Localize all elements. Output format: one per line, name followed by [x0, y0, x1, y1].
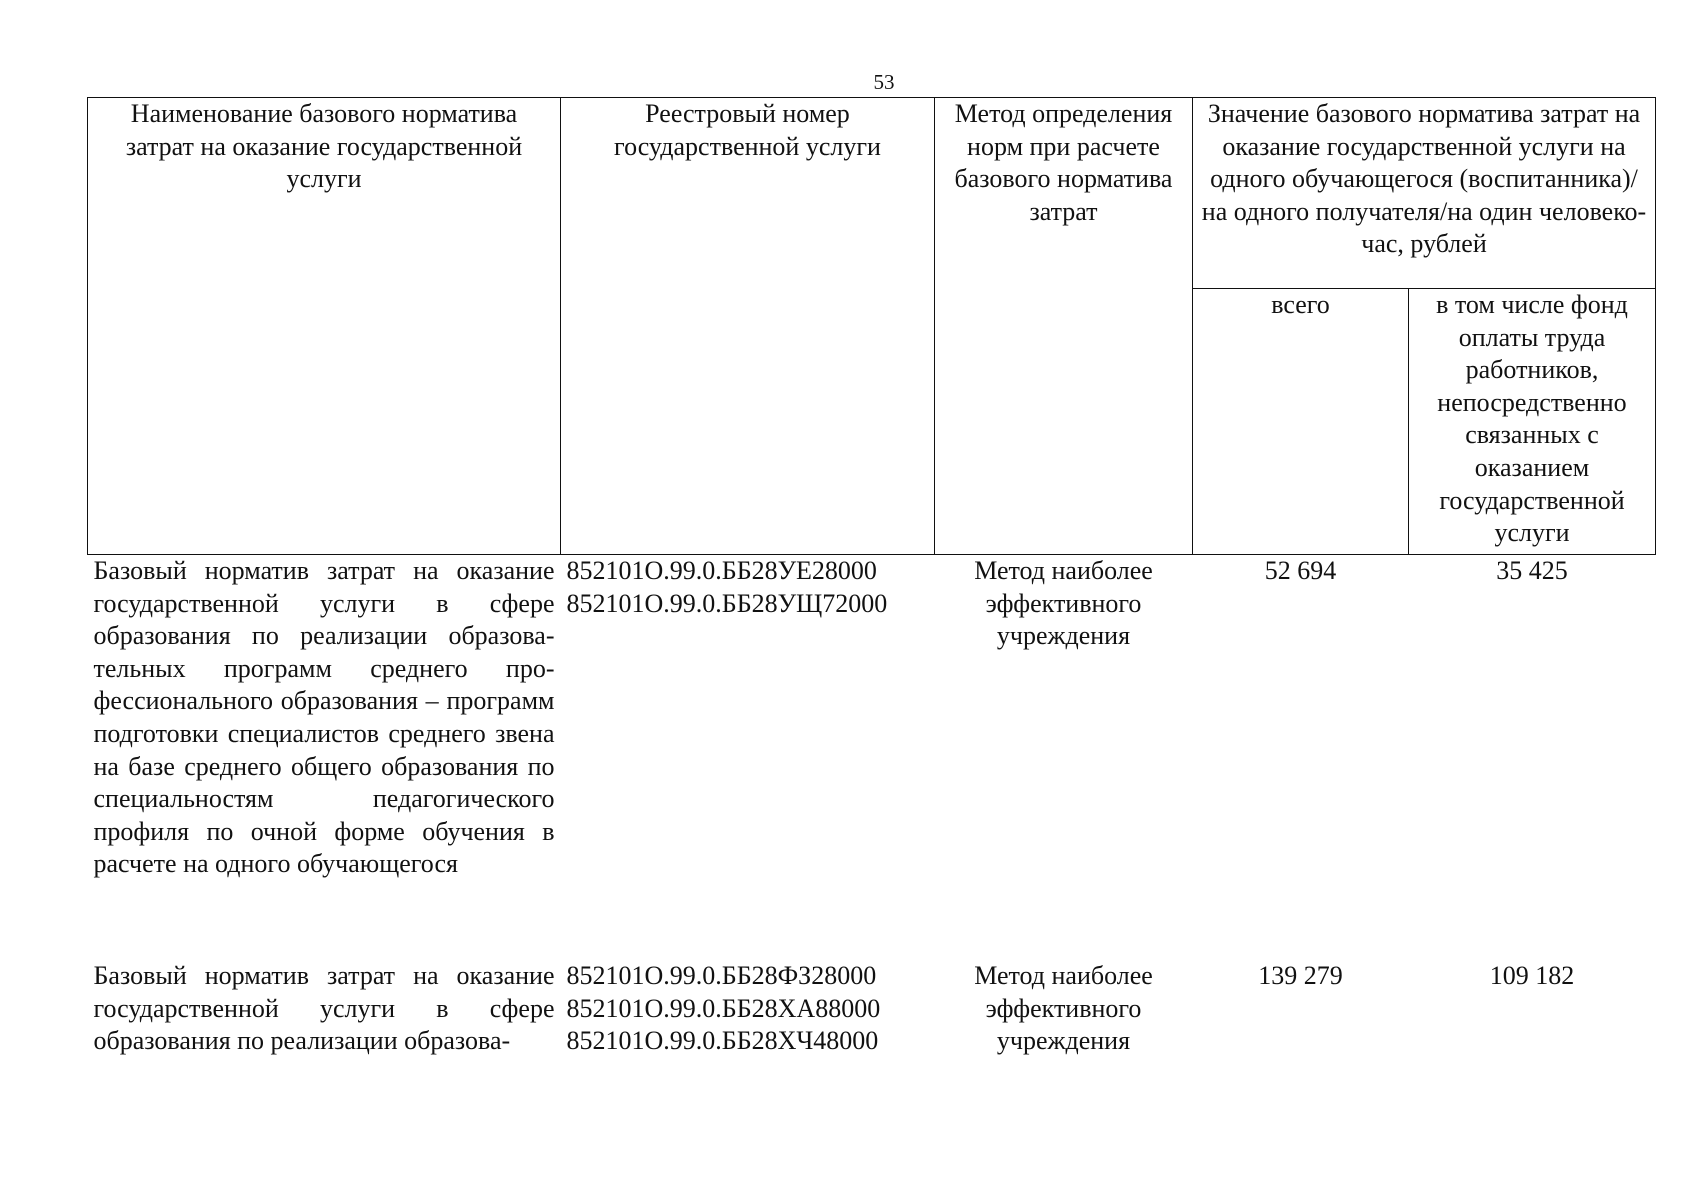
register-code: 852101О.99.0.ББ28ФЗ28000 — [566, 961, 877, 990]
table-row — [88, 555, 1656, 961]
row-method: Метод наиболее эффективного учреждения — [974, 961, 1153, 1056]
row-total: 52 694 — [1264, 556, 1337, 585]
register-code: 852101О.99.0.ББ28ХА88000 — [566, 993, 881, 1023]
register-code: 852101О.99.0.ББ28ХЧ48000 — [566, 1026, 879, 1056]
row-name: Базовый норматив затрат на оказание государственной услуги в сфере образования по реализации образова- — [93, 961, 555, 1056]
header-payroll: в том числе фонд оплаты труда работников, непосредственно связанных с оказанием государственной услуги — [1409, 289, 1656, 555]
page-number: 53 — [873, 70, 895, 94]
cost-norm-table — [87, 97, 1656, 1058]
table-row — [88, 960, 1656, 1058]
row-register-codes — [561, 960, 935, 1058]
row-name: Базовый норматив затрат на оказание государственной услуги в сфере образования по реализации образовательных программ среднего профессионального образования – программ подготовки специалистов среднего звена на базе среднего общего образования по специальностям педагогического профиля по очной форме обучения в расчете на одного обучающегося — [93, 556, 555, 879]
row-register-codes — [561, 555, 935, 961]
header-total: всего — [1193, 289, 1409, 555]
table-header — [88, 98, 1656, 555]
register-code: 852101О.99.0.ББ28УЕ28000 — [566, 556, 877, 585]
header-method: Метод определения норм при расчете базового норматива затрат — [935, 98, 1193, 555]
register-code: 852101О.99.0.ББ28УЩ72000 — [566, 588, 888, 618]
header-register-number: Реестровый номер государственной услуги — [561, 98, 935, 555]
row-payroll: 35 425 — [1496, 556, 1568, 585]
header-name: Наименование базового норматива затрат на оказание государственной услуги — [88, 98, 561, 555]
row-payroll: 109 182 — [1489, 961, 1575, 990]
header-value-group: Значение базового норматива затрат на оказание государственной услуги на одного обучающегося (воспитанника)/на одного получателя/на один человеко-час, рублей — [1193, 98, 1656, 289]
row-total: 139 279 — [1258, 961, 1343, 990]
row-method: Метод наиболее эффективного учреждения — [974, 556, 1153, 651]
